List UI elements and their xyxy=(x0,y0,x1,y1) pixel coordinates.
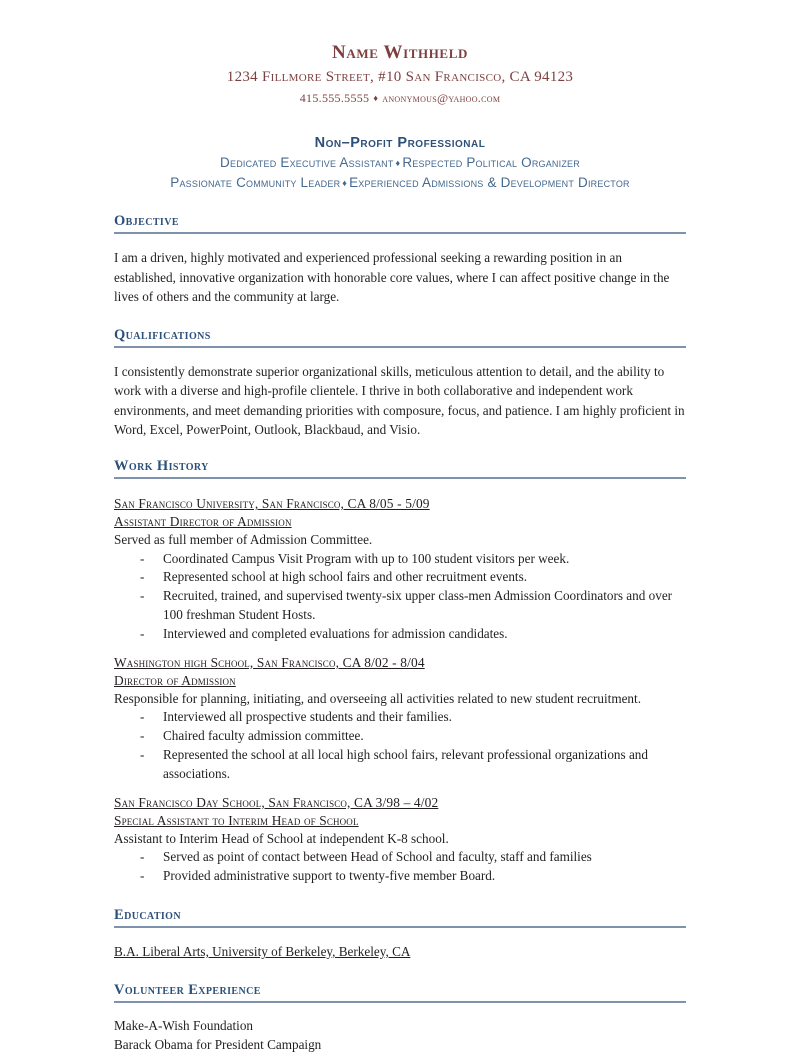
job-bullet: - Represented the school at all local high school fairs, relevant professional organizations and associations. xyxy=(114,746,686,784)
diamond-separator-icon: ♦ xyxy=(373,93,379,104)
candidate-address: 1234 Fillmore Street, #10 San Francisco, CA 94123 xyxy=(226,68,574,85)
job-role-line xyxy=(114,672,686,690)
tagline-line-2 xyxy=(0,174,800,192)
job-bullet: - Provided administrative support to twenty-five member Board. xyxy=(114,867,686,886)
job-bullet-list xyxy=(114,848,686,886)
section-title-objective: Objective xyxy=(114,213,179,230)
section-body-qualifications xyxy=(114,352,686,439)
job-summary: Assistant to Interim Head of School at independent K-8 school. xyxy=(114,830,449,846)
job-company: San Francisco Day School, San Francisco, CA 3/98 – 4/02 xyxy=(114,794,439,810)
section-body-objective xyxy=(114,238,686,306)
tagline-1-right: Respected Political Organizer xyxy=(402,155,580,171)
section-divider xyxy=(114,346,686,348)
job-company: San Francisco University, San Francisco, CA 8/05 - 5/09 xyxy=(114,496,430,512)
volunteer-entry: Make-A-Wish Foundation xyxy=(114,1018,254,1034)
section-body-education xyxy=(114,932,686,961)
education-entry: B.A. Liberal Arts, University of Berkeley, Berkeley, CA xyxy=(114,943,411,959)
section-body-work-history xyxy=(114,483,686,886)
resume-header xyxy=(0,0,800,106)
job-entry xyxy=(114,483,686,644)
section-volunteer-experience xyxy=(114,983,686,1054)
section-title-qualifications: Qualifications xyxy=(114,327,211,344)
section-divider xyxy=(114,926,686,928)
section-title-volunteer-experience: Volunteer Experience xyxy=(114,982,261,999)
section-divider xyxy=(114,1001,686,1003)
tagline-1-left: Dedicated Executive Assistant xyxy=(220,155,394,171)
job-role-line xyxy=(114,513,686,531)
resume-content xyxy=(114,214,686,1054)
job-summary: Responsible for planning, initiating, and overseeing all activities related to new student recruitment. xyxy=(114,690,641,706)
section-education xyxy=(114,908,686,961)
job-bullet: - Interviewed all prospective students and their families. xyxy=(114,708,686,727)
section-work-history xyxy=(114,459,686,886)
candidate-name: Name Withheld xyxy=(332,42,468,63)
job-bullet: - Recruited, trained, and supervised twenty-six upper class-men Admission Coordinators and over 100 freshman Student Hosts. xyxy=(114,587,686,625)
diamond-separator-icon: ♦ xyxy=(342,177,348,188)
job-role-line xyxy=(114,812,686,830)
volunteer-entry: Barack Obama for President Campaign xyxy=(114,1036,322,1052)
section-body-volunteer-experience xyxy=(114,1007,686,1054)
job-role: Assistant Director of Admission xyxy=(114,514,292,530)
job-bullet: - Coordinated Campus Visit Program with up to 100 student visitors per week. xyxy=(114,550,686,569)
job-bullet: - Interviewed and completed evaluations for admission candidates. xyxy=(114,625,686,644)
job-entry xyxy=(114,644,686,784)
section-title-education: Education xyxy=(114,906,181,923)
professional-headline: Non–Profit Professional xyxy=(314,134,486,151)
job-bullet: - Served as point of contact between Head of School and faculty, staff and families xyxy=(114,848,686,867)
job-summary: Served as full member of Admission Committee. xyxy=(114,532,373,548)
job-company: Washington high School, San Francisco, CA 8/02 - 8/04 xyxy=(114,654,425,670)
job-bullet: - Represented school at high school fairs and other recruitment events. xyxy=(114,568,686,587)
job-bullet-list xyxy=(114,550,686,644)
email-address: anonymous@yahoo.com xyxy=(382,91,501,106)
section-objective xyxy=(114,214,686,306)
job-company-line xyxy=(114,654,686,672)
tagline-2-left: Passionate Community Leader xyxy=(170,175,341,191)
job-company-line xyxy=(114,794,686,812)
tagline-line-1 xyxy=(0,154,800,172)
section-divider xyxy=(114,477,686,479)
job-role: Director of Admission xyxy=(114,672,236,688)
job-company-line xyxy=(114,495,686,513)
job-bullet: - Chaired faculty admission committee. xyxy=(114,727,686,746)
section-title-work-history: Work History xyxy=(114,458,209,475)
phone-number: 415.555.5555 xyxy=(299,91,370,106)
job-bullet-list xyxy=(114,708,686,784)
objective-text: I am a driven, highly motivated and experienced professional seeking a rewarding position in an established, innovative organization with honorable core values, where I can affect positive change in the lives of others and the community at large. xyxy=(114,250,670,304)
candidate-contact xyxy=(0,92,800,106)
qualifications-text: I consistently demonstrate superior organizational skills, meticulous attention to detail, and the ability to work with a diverse and high-profile clientele. I thrive in both collaborative and independent work environments, and meet demanding priorities with composure, focus, and patience. I am highly proficient in Word, Excel, PowerPoint, Outlook, Blackbaud, and Visio. xyxy=(114,364,685,437)
tagline-2-right: Experienced Admissions & Development Director xyxy=(349,175,630,191)
section-qualifications xyxy=(114,328,686,439)
job-entry xyxy=(114,784,686,886)
section-divider xyxy=(114,232,686,234)
diamond-separator-icon: ♦ xyxy=(395,157,401,168)
professional-title-block xyxy=(0,134,800,193)
job-role: Special Assistant to Interim Head of School xyxy=(114,812,359,828)
